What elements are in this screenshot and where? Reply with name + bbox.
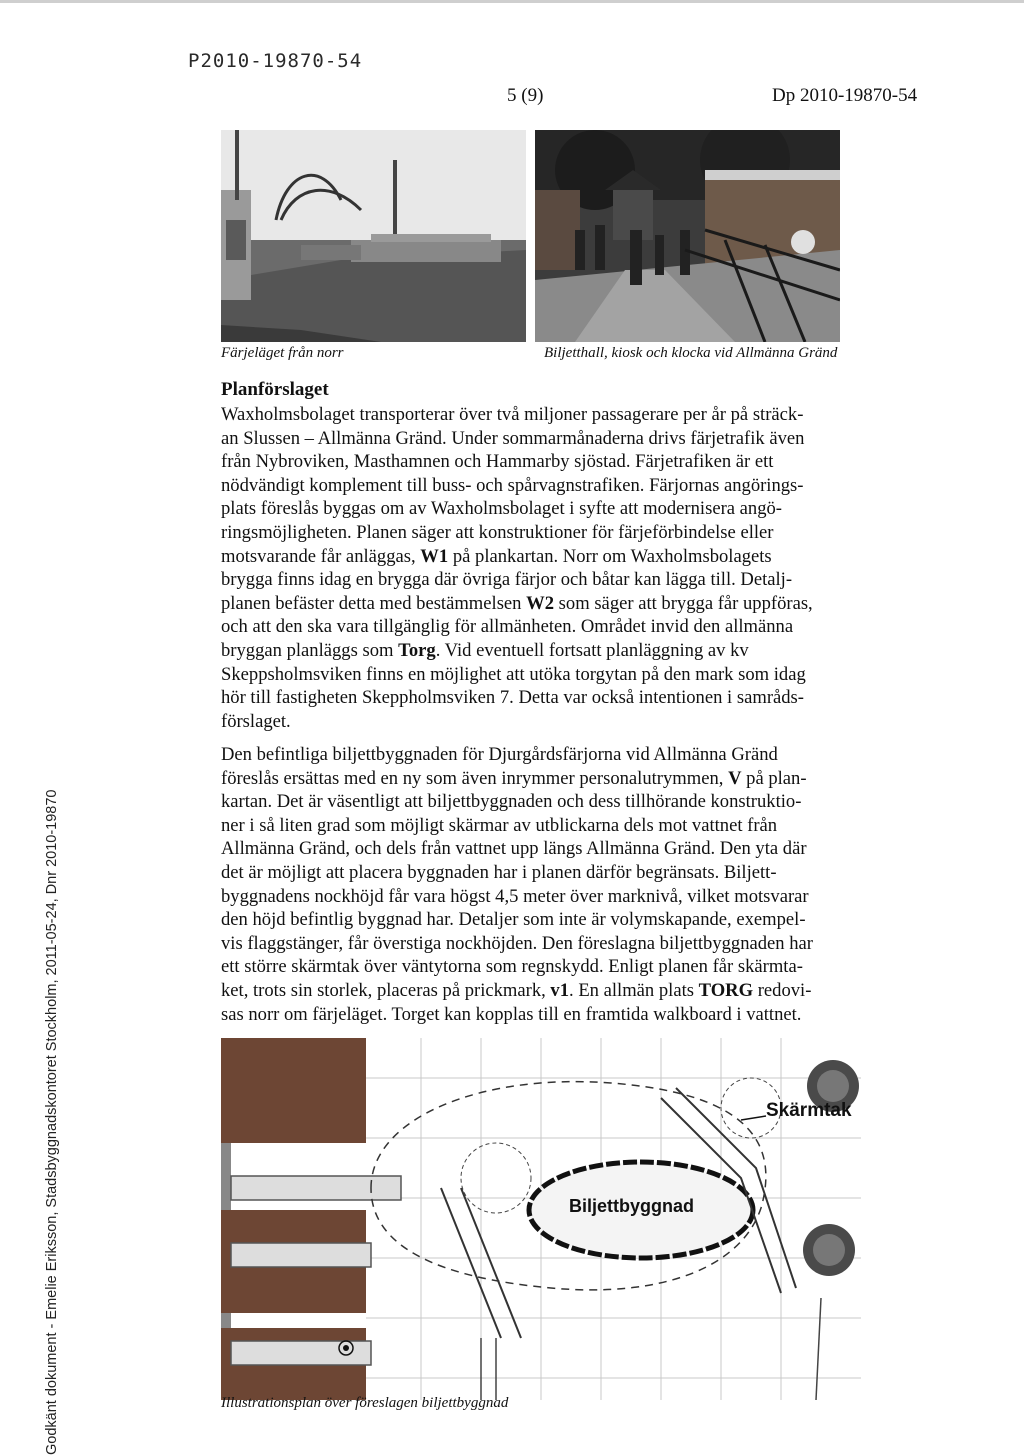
stamp-number: P2010-19870-54	[188, 50, 363, 72]
approval-sidebar-text: Godkänt dokument - Emelie Eriksson, Stadsbyggnadskontoret Stockholm, 2011-05-24, Dnr 2010-19870	[44, 789, 60, 1455]
text-run: Den befintliga biljettbyggnaden för Djurgårdsfärjorna vid Allmänna Gränd föreslås ersättas med en ny som även inrymmer personalutrymmen,	[221, 744, 778, 789]
document-number: Dp 2010-19870-54	[772, 85, 918, 106]
photo-caption-right: Biljetthall, kiosk och klocka vid Allmänna Gränd	[544, 345, 838, 361]
text-run: Waxholmsbolaget transporterar över två miljoner passagerare per år på sträck- an Slussen – Allmänna Gränd. Under sommarmånaderna drivs färjetrafik även från Nybroviken, Masthamnen och Hammarby sjöstad. Färjetrafiken är ett nödvändigt komplement till buss- och spårvagnstrafiken. Färjornas angörings- plats föreslås byggas om av Waxholmsbolaget i syfte att modernisera angö- ringsmöjligheten. Planen säger att konstruktioner för färjeförbindelse eller motsvarande får anläggas,	[221, 404, 805, 567]
section-heading: Planförslaget	[221, 379, 329, 400]
text-run: som säger att brygga får uppföras, och att den ska vara tillgänglig för allmänheten. Området invid den allmänna bryggan planläggs som	[221, 592, 813, 661]
bold-term: V	[728, 767, 742, 789]
photo-ticket-hall	[535, 130, 840, 342]
bold-term: Torg	[398, 639, 436, 661]
page-number: 5 (9)	[507, 85, 544, 106]
tree-icon	[803, 1224, 855, 1276]
paragraph-planforslaget	[221, 403, 861, 733]
plan-label-building: Biljettbyggnad	[569, 1196, 694, 1216]
illustration-plan	[221, 1038, 861, 1400]
plan-caption: Illustrationsplan över föreslagen biljettbyggnad	[221, 1395, 509, 1411]
text-run: . En allmän plats	[569, 979, 699, 1001]
photo-caption-left: Färjeläget från norr	[221, 345, 344, 361]
text-run: på plan- kartan. Det är väsentligt att biljettbyggnaden och dess tillhörande konstruktio- ner i så liten grad som möjligt skärmar av utblickarna dels mot vattnet från Allmänna Gränd, och dels från vattnet upp längs Allmänna Gränd. Den yta där det är möjligt att placera byggnaden har i planen därför begränsats. Biljett- byggnadens nockhöjd får vara högst 4,5 meter över marknivå, vilket motsvarar den höjd befintlig byggnad har. Detaljer som inte är volymskapande, exempel- vis flaggstänger, får överstiga nockhöjden. Den föreslagna biljettbyggnaden har ett större skärmtak över väntytorna som regnskydd. Enligt planen får skärmta- ket, trots sin storlek, placeras på prickmark,	[221, 767, 813, 1001]
bold-term: TORG	[698, 979, 754, 1001]
text-run: redovi- sas norr om färjeläget. Torget kan kopplas till en framtida walkboard i vattnet.	[221, 979, 812, 1025]
bold-term: W1	[420, 545, 449, 567]
bold-term: W2	[526, 592, 555, 614]
text-run: . Vid eventuell fortsatt planläggning av kv Skeppsholmsviken finns en möjlighet att utöka torgytan på den mark som idag hör till fastigheten Skeppholmsviken 7. Detta var också intentionen i samråds- förslaget.	[221, 639, 806, 732]
plan-label-roof: Skärmtak	[766, 1100, 852, 1121]
paragraph-biljettbyggnad	[221, 743, 861, 1026]
bold-term: v1	[550, 979, 570, 1001]
text-run: på plankartan. Norr om Waxholmsbolagets brygga finns idag en brygga där övriga färjor och båtar kan lägga till. Detalj- planen befäster detta med bestämmelsen	[221, 545, 793, 614]
photo-ferry-landing	[221, 130, 526, 342]
